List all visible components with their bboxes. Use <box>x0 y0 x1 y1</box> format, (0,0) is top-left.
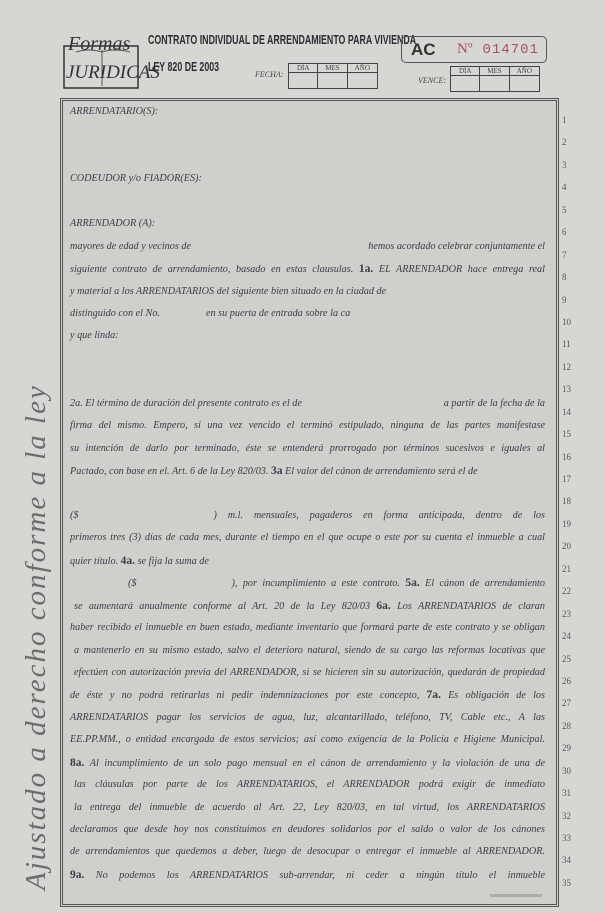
contract-line <box>70 372 605 394</box>
line-segment: en su puerta de entrada sobre la ca <box>206 307 351 319</box>
contract-line <box>70 395 605 417</box>
line-text <box>70 286 545 298</box>
clause-number: 1a. <box>358 263 374 276</box>
line-number: 8 <box>562 272 567 283</box>
line-number: 5 <box>562 204 567 215</box>
line-segment: El valor del cánon de arrendamiento será el de <box>282 466 478 477</box>
form-code: AC <box>411 39 436 59</box>
line-segment: se fija la suma de <box>135 555 209 567</box>
line-text <box>70 622 545 634</box>
line-segment: firma del mismo. Empero, si una vez vencido el terminó estipulado, ninguna de las partes manifestase <box>70 420 545 432</box>
line-segment: efectúen con autorización previa del ARRENDADOR, si se hicieren sin su autorización, quedarán de propiedad <box>74 666 545 678</box>
line-number: 7 <box>562 249 567 260</box>
line-text <box>70 667 545 679</box>
line-segment: quier título. <box>70 555 121 567</box>
contract-line <box>70 417 605 439</box>
month-header: MES <box>480 67 509 76</box>
contract-line <box>70 686 605 708</box>
line-number: 34 <box>562 855 571 866</box>
line-text <box>70 734 545 746</box>
line-number: 32 <box>562 810 571 821</box>
contract-line <box>70 799 605 821</box>
svg-text:JURIDICAS: JURIDICAS <box>66 62 160 83</box>
line-text <box>70 577 545 589</box>
line-number: 28 <box>562 720 571 731</box>
line-text <box>70 218 545 230</box>
line-number: 19 <box>562 518 571 529</box>
line-number: 3 <box>562 159 567 170</box>
line-segment: de éste y no podrá retirarlas ni pedir indemnizaciones por este concepto, <box>70 690 427 702</box>
formas-juridicas-logo <box>62 30 160 90</box>
line-segment: ARRENDATARIOS pagar los servicios de agua, luz, alcantarillado, teléfono, TV, Cable etc., A las <box>70 711 545 723</box>
line-segment: Pactado, con base en el. Art. 6 de la Ley 820/03. <box>70 466 271 477</box>
line-number: 24 <box>562 631 571 642</box>
line-segment: ($ <box>70 509 79 521</box>
line-segment: distinguido con el No. <box>70 307 160 319</box>
line-number: 6 <box>562 227 567 238</box>
number-label: Nº <box>457 41 473 57</box>
line-segment: mayores de edad y vecinos de <box>70 240 191 252</box>
line-number: 21 <box>562 563 571 574</box>
line-segment: las cláusulas por parte de los ARRENDATARIOS, el ARRENDADOR podrá exigir de inmediato <box>74 779 545 791</box>
contract-line <box>70 170 605 192</box>
line-number: 10 <box>562 316 571 327</box>
line-segment: a mantenerlo en su mismo estado, salvo el deterioro natural, siendo de su cargo las reformas locativas que <box>74 644 545 656</box>
line-text <box>70 106 545 118</box>
line-segment: y material a los ARRENDATARIOS del siguiente bien situado en la ciudad de <box>70 285 387 297</box>
form-title: CONTRATO INDIVIDUAL DE ARRENDAMIENTO PARA VIVIENDA <box>148 32 417 47</box>
line-segment: primeros tres (3) días de cada mes, durante el tiempo en el que ocupe o este por su cuenta el inmueble a cual <box>70 532 545 544</box>
line-number: 35 <box>562 877 571 888</box>
year-field[interactable] <box>348 73 377 88</box>
line-segment: se aumentará anualmente conforme al Art. 20 de la Ley 820/03 <box>74 600 377 612</box>
clause-number: 5a. <box>405 577 420 590</box>
form-number-box <box>401 36 547 63</box>
contract-line <box>70 238 605 260</box>
contract-line <box>70 462 605 484</box>
line-text <box>70 420 545 432</box>
day-header: DÍA <box>289 64 318 73</box>
contract-line <box>70 484 605 506</box>
clause-number: 9a. <box>70 868 85 881</box>
line-number: 18 <box>562 496 571 507</box>
line-number: 31 <box>562 788 571 799</box>
line-number: 4 <box>562 182 567 193</box>
year-header: AÑO <box>510 67 539 76</box>
line-text <box>70 645 545 657</box>
line-segment: Al incumplimiento de un solo pago mensual en el cánon de arrendamiento y la violación de una de <box>84 757 545 769</box>
contract-line <box>70 440 605 462</box>
contract-line <box>70 215 605 237</box>
line-text <box>70 757 545 769</box>
line-text <box>70 779 545 791</box>
clause-number: 6a. <box>376 599 391 612</box>
contract-line <box>70 709 605 731</box>
line-text <box>70 869 545 881</box>
line-text <box>70 308 545 320</box>
line-number: 13 <box>562 384 571 395</box>
contract-line <box>70 350 605 372</box>
line-text <box>70 510 545 522</box>
vence-date-box[interactable] <box>450 66 540 92</box>
line-text <box>70 532 545 544</box>
serial-number: 014701 <box>482 41 539 58</box>
line-segment: EE.PP.MM., o entidad encargada de estos servicios; así como exigencia de la Policía e Higiene Municipal. <box>70 734 545 746</box>
line-segment: El cánon de arrendamiento <box>419 578 545 590</box>
line-segment: ) m.l. mensuales, pagaderos en forma anticipada, dentro de los <box>213 509 545 521</box>
day-header: DÍA <box>451 67 480 76</box>
month-field[interactable] <box>318 73 347 88</box>
line-number: 20 <box>562 541 571 552</box>
month-field[interactable] <box>480 76 509 91</box>
contract-line <box>70 507 605 529</box>
contract-line <box>70 305 605 327</box>
line-number: 12 <box>562 361 571 372</box>
line-text <box>70 555 545 568</box>
contract-lines <box>70 103 605 888</box>
line-segment: su intención de darlo por terminado, éste se entenderá prorrogado por términos sucesivos e iguales al <box>70 442 545 454</box>
line-segment: EL ARRENDADOR hace entrega real <box>373 264 545 276</box>
year-header: AÑO <box>348 64 377 73</box>
contract-line <box>70 148 605 170</box>
line-segment: CODEUDOR y/o FIADOR(ES): <box>70 173 202 185</box>
contract-line <box>70 731 605 753</box>
line-number: 16 <box>562 451 571 462</box>
line-segment: Los ARRENDATARIOS de claran <box>390 600 545 612</box>
contract-line <box>70 642 605 664</box>
line-number: 1 <box>562 115 567 125</box>
line-number: 15 <box>562 429 571 440</box>
line-number: 9 <box>562 294 567 305</box>
line-text <box>70 689 545 701</box>
footer-print-mark <box>490 894 542 897</box>
day-field[interactable] <box>289 73 318 88</box>
contract-line <box>70 125 605 147</box>
line-text <box>70 330 545 342</box>
line-number: 26 <box>562 675 571 686</box>
line-segment: ($ <box>128 578 137 590</box>
contract-line <box>70 283 605 305</box>
vence-label: VENCE: <box>418 76 446 85</box>
line-segment: declaramos que desde hoy nos constituimos en deudores solidarios por el saldo o valor de los cánones <box>70 824 545 835</box>
day-field[interactable] <box>451 76 480 91</box>
line-number: 14 <box>562 406 571 417</box>
line-number: 23 <box>562 608 571 619</box>
contract-line <box>70 619 605 641</box>
line-number: 33 <box>562 833 571 843</box>
clause-number: 7a. <box>426 689 441 702</box>
line-number: 25 <box>562 653 571 664</box>
fecha-label: FECHA: <box>255 70 284 79</box>
line-text <box>70 465 545 478</box>
contract-line <box>70 327 605 349</box>
line-text <box>70 712 545 724</box>
law-reference: LEY 820 DE 2003 <box>148 59 220 74</box>
contract-line <box>70 552 605 574</box>
line-segment: haber recibido el inmueble en buen estado, mediante inventario que formará parte de este contrato y se obligan <box>70 622 545 634</box>
line-text <box>70 846 545 858</box>
line-segment: de arrendamientos que quedemos a deber, luego de desocupar o entregar el inmueble al ARRENDADOR. <box>70 846 545 858</box>
line-segment: ), por incumplimiento a este contrato. <box>231 578 406 590</box>
fecha-date-box[interactable] <box>288 63 378 89</box>
contract-line <box>70 754 605 776</box>
line-text <box>70 824 545 836</box>
line-number: 17 <box>562 474 571 484</box>
line-number: 30 <box>562 765 571 776</box>
line-segment: a partir de la fecha de la <box>443 397 545 409</box>
clause-number: 4a. <box>120 554 136 567</box>
line-number: 29 <box>562 743 571 754</box>
contract-line <box>70 529 605 551</box>
contract-line <box>70 776 605 798</box>
contract-line <box>70 574 605 596</box>
line-text <box>70 263 545 275</box>
line-number: 27 <box>562 698 571 709</box>
clause-number: 8a. <box>70 756 85 769</box>
line-text <box>70 241 545 253</box>
line-segment: hemos acordado celebrar conjuntamente el <box>368 240 545 252</box>
svg-text:Formas: Formas <box>68 33 131 55</box>
clause-number: 3a <box>270 465 283 477</box>
year-field[interactable] <box>510 76 539 91</box>
line-segment: ARRENDADOR (A): <box>70 218 156 230</box>
line-segment: siguiente contrato de arrendamiento, basado en estas clausulas. <box>70 264 359 276</box>
line-text <box>70 398 545 410</box>
line-segment: y que linda: <box>70 330 119 342</box>
line-segment: ARRENDATARIO(S): <box>70 106 159 117</box>
line-segment: No podemos los ARRENDATARIOS sub-arrendar, ni ceder a ningún título el inmueble <box>84 869 545 881</box>
line-text <box>70 173 545 185</box>
line-text <box>70 802 545 814</box>
contract-line <box>70 597 605 619</box>
line-text <box>70 443 545 455</box>
line-text <box>70 600 545 612</box>
line-segment: Es obligación de los <box>440 690 545 702</box>
month-header: MES <box>318 64 347 73</box>
line-number: 11 <box>562 339 571 350</box>
line-number: 22 <box>562 586 571 597</box>
line-number: 2 <box>562 137 567 148</box>
side-watermark: Ajustado a derecho conforme a la ley <box>20 384 52 890</box>
line-segment: 2a. El término de duración del presente contrato es el de <box>70 397 302 409</box>
contract-line <box>70 103 605 125</box>
contract-line <box>70 193 605 215</box>
line-segment: la entrega del inmueble de acuerdo al Art. 22, Ley 820/03, en tal virtud, los ARRENDATARIOS <box>74 801 545 813</box>
contract-line <box>70 260 605 282</box>
contract-line <box>70 866 605 888</box>
contract-line <box>70 821 605 843</box>
contract-line <box>70 843 605 865</box>
contract-line <box>70 664 605 686</box>
